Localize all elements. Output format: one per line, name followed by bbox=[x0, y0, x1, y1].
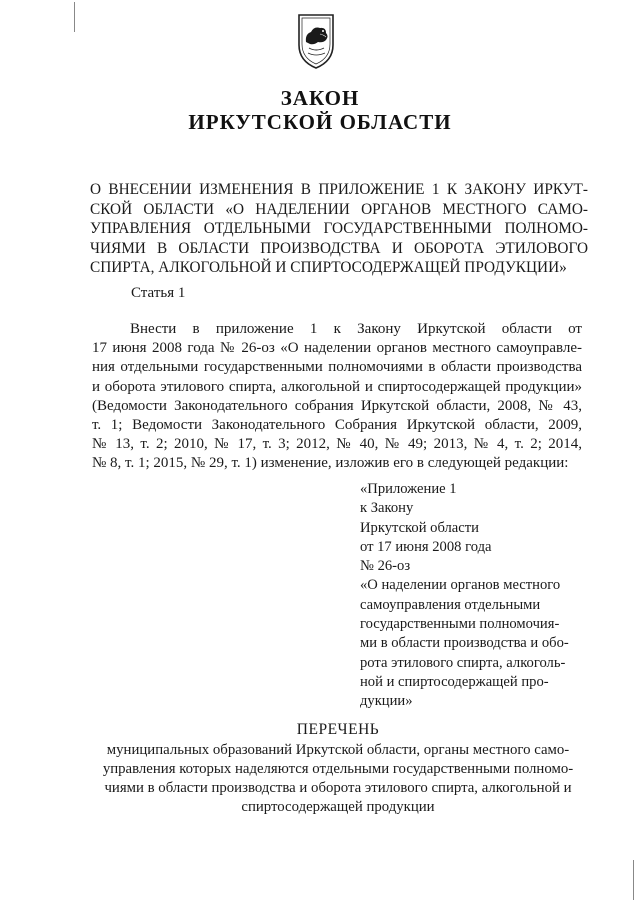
appendix-line: самоуправления отдельными bbox=[360, 596, 541, 613]
body-line: 17 июня 2008 года № 26-оз «О наделении органов местного самоуправле- bbox=[92, 340, 582, 357]
appendix-line: «О наделении органов местного bbox=[360, 577, 561, 594]
appendix-line: от 17 июня 2008 года bbox=[360, 538, 492, 555]
appendix-line: рота этилового спирта, алкоголь- bbox=[360, 654, 566, 671]
scan-artifact bbox=[633, 860, 634, 900]
appendix-line: к Закону bbox=[360, 500, 414, 517]
body-line: № 13, т. 2; 2010, № 17, т. 3; 2012, № 40, № 49; 2013, № 4, т. 2; 2014, bbox=[92, 436, 582, 453]
article-body bbox=[92, 320, 582, 474]
article-label: Статья 1 bbox=[131, 285, 186, 301]
body-line: (Ведомости Законодательного собрания Иркутской области, 2008, № 43, bbox=[92, 397, 582, 414]
body-line: т. 1; Ведомости Законодательного Собрания Иркутской области, 2009, bbox=[92, 417, 582, 434]
heading-line: СКОЙ ОБЛАСТИ «О НАДЕЛЕНИИ ОРГАНОВ МЕСТНОГО САМО- bbox=[90, 200, 588, 218]
scan-artifact bbox=[74, 2, 75, 32]
appendix-line: «Приложение 1 bbox=[360, 481, 457, 497]
list-subtitle-line: управления которых наделяются отдельными государственными полномо- bbox=[102, 761, 574, 777]
appendix-line: государственными полномочия- bbox=[360, 616, 560, 633]
appendix-heading-block bbox=[360, 480, 590, 712]
list-subtitle-line: муниципальных образований Иркутской области, органы местного само- bbox=[106, 742, 570, 758]
heading-line: О ВНЕСЕНИИ ИЗМЕНЕНИЯ В ПРИЛОЖЕНИЕ 1 К ЗАКОНУ ИРКУТ- bbox=[90, 181, 588, 198]
law-title: ЗАКОН bbox=[280, 86, 360, 110]
heading-line: УПРАВЛЕНИЯ ОТДЕЛЬНЫМИ ГОСУДАРСТВЕННЫМИ ПОЛНОМО- bbox=[90, 220, 588, 238]
law-heading bbox=[90, 180, 588, 278]
appendix-line: ной и спиртосодержащей про- bbox=[360, 673, 549, 690]
heading-line: ЧИЯМИ В ОБЛАСТИ ПРОИЗВОДСТВА И ОБОРОТА ЭТИЛОВОГО bbox=[90, 239, 588, 257]
body-line: № 8, т. 1; 2015, № 29, т. 1) изменение, изложив его в следующей редакции: bbox=[92, 455, 569, 472]
appendix-line: Иркутской области bbox=[360, 519, 479, 536]
law-region-title: ИРКУТСКОЙ ОБЛАСТИ bbox=[188, 110, 452, 134]
appendix-line: № 26-оз bbox=[360, 558, 411, 575]
list-title: ПЕРЕЧЕНЬ bbox=[296, 721, 380, 738]
body-line: Внести в приложение 1 к Закону Иркутской области от bbox=[130, 321, 582, 337]
irkutsk-coat-of-arms-icon bbox=[296, 12, 336, 70]
appendix-line: дукции» bbox=[360, 693, 413, 710]
body-line: и оборота этилового спирта, алкогольной и спиртосодержащей продукции» bbox=[92, 378, 582, 395]
body-line: ния отдельными государственными полномочиями в области производства bbox=[92, 359, 582, 376]
list-subtitle bbox=[92, 741, 584, 817]
list-subtitle-line: спиртосодержащей продукции bbox=[241, 799, 435, 815]
heading-line: СПИРТА, АЛКОГОЛЬНОЙ И СПИРТОСОДЕРЖАЩЕЙ ПРОДУКЦИИ» bbox=[90, 259, 567, 277]
list-subtitle-line: чиями в области производства и оборота этилового спирта, алкогольной и bbox=[104, 780, 572, 796]
appendix-line: ми в области производства и обо- bbox=[360, 635, 569, 652]
